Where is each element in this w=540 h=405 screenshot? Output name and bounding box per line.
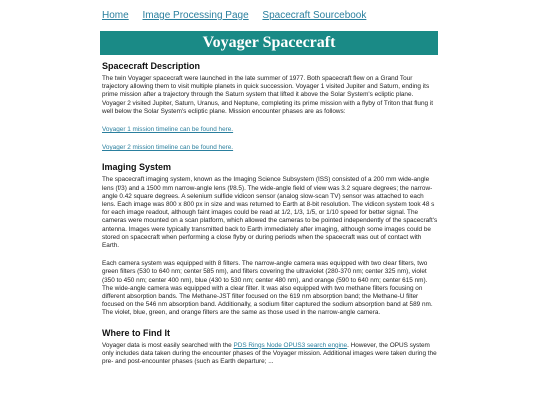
nav-image-processing-link[interactable]: Image Processing Page [142, 10, 249, 21]
spacecraft-description-heading: Spacecraft Description [102, 61, 201, 71]
spacecraft-description-text: The twin Voyager spacecraft were launched in the late summer of 1977. Both spacecraft flew on a Grand Tour trajectory allowing them to visit multiple planets in quick succession. Voyager 1 visited Jupiter and Saturn, ending its prime mission after a trajectory through the Saturn system that lifted it above the Solar System's ecliptic plane. Voyager 2 visited Jupiter, Saturn, Uranus, and Neptune, completing its prime mission with a flyby of Triton that flung it well below the Solar System's ecliptic plane. Mission encounter phases are as follows: [102, 75, 434, 115]
nav-sourcebook-link[interactable]: Spacecraft Sourcebook [262, 10, 367, 21]
imaging-system-text-1: The spacecraft imaging system, known as the Imaging Science Subsystem (ISS) consisted of a 200 mm wide-angle lens (f/3) and a 1500 mm narrow-angle lens (f/8.5). The wide-angle field of view was 3.2 square degrees; the narrow-angle 0.42 square degrees. A selenium sulfide vidicon sensor (analog slow-scan TV) sensor was attached to each lens. Each image was 800 x 800 px in size and was returned to Earth at 8-bit resolution. The vidicon system took 48 s for each image readout, although faint images could be read at 1/2, 1/3, 1/5, or 1/10 speed for better signal. The cameras were mounted on a scan platform, which allowed the cameras to be pointed independently of the spacecraft's antenna. Images were typically transmitted back to Earth immediately after imaging, although some images could be stored on spacecraft when performing a close flyby or during periods when the spacecraft was out of contact with Earth. [102, 176, 438, 250]
voyager1-timeline-link[interactable]: Voyager 1 mission timeline can be found here. [102, 126, 234, 134]
imaging-system-text-2: Each camera system was equipped with 8 filters. The narrow-angle camera was equipped with two clear filters, two green filters (530 to 640 nm; center 585 nm), and filters covering the ultraviolet (280-370 nm; center 325 nm), violet (350 to 450 nm; center 400 nm), blue (430 to 530 nm; center 480 nm), and orange (590 to 640 nm; center 615 nm). The wide-angle camera was equipped with a clear filter. It was also equipped with two methane filters focusing on different absorption bands. The Methane-JST filter focused on the 619 nm absorption band; the Methane-U filter focused on the 546 nm absorption band. Additionally, a sodium filter captured the sodium absorption band at 589 nm. The violet, blue, green, and orange filters are the same as those used in the narrow-angle camera. [102, 260, 433, 317]
voyager2-timeline-link[interactable]: Voyager 2 mission timeline can be found here. [102, 144, 234, 152]
main-content [102, 61, 438, 376]
opus-search-link[interactable]: PDS Rings Node OPUS3 search engine [233, 341, 348, 349]
where-to-find-text [102, 342, 438, 367]
where-text-after: . However, the OPUS system only includes data taken during the encounter phases of the Voyager mission. Additional images were taken during the pre- and post-encounter phases (such as Earth departure; ... [102, 341, 437, 366]
top-nav [102, 10, 377, 21]
where-text-before: Voyager data is most easily searched with the [102, 341, 234, 349]
page-title-banner: Voyager Spacecraft [100, 31, 438, 55]
imaging-system-heading: Imaging System [102, 162, 172, 173]
where-to-find-heading: Where to Find It [102, 327, 170, 338]
nav-home-link[interactable]: Home [102, 10, 129, 21]
